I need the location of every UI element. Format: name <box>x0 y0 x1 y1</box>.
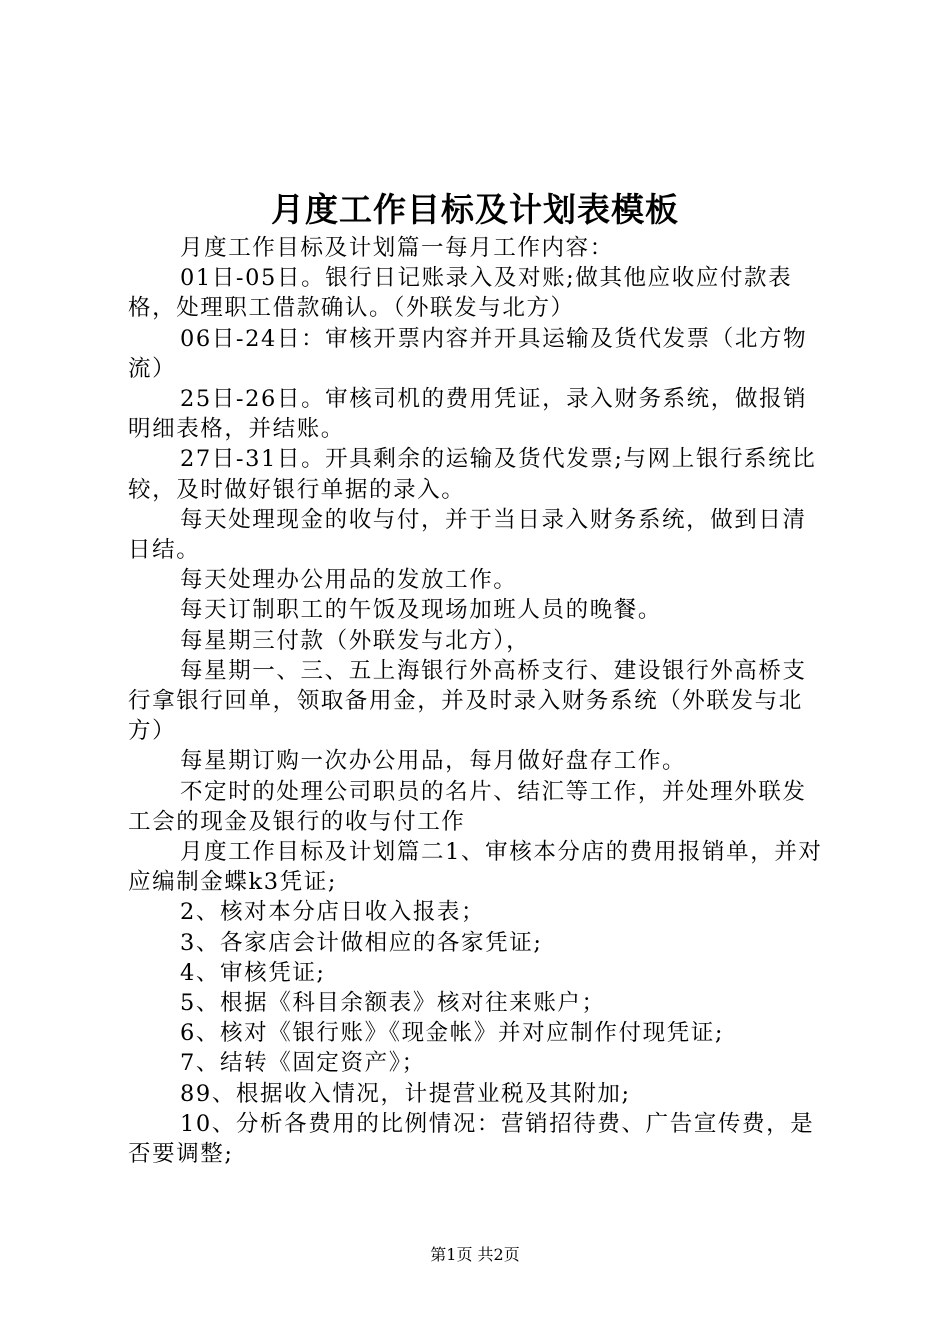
document-title: 月度工作目标及计划表模板 <box>271 190 679 229</box>
paragraph: 每天处理办公用品的发放工作。 <box>180 567 518 594</box>
list-item: 5、根据《科目余额表》核对往来账户； <box>180 990 606 1017</box>
paragraph: 27日-31日。开具剩余的运输及货代发票;与网上银行系统比较，及时做好银行单据的录入。 <box>128 446 817 503</box>
paragraph: 每星期订购一次办公用品，每月做好盘存工作。 <box>180 748 687 775</box>
list-item: 4、审核凭证; <box>180 959 326 986</box>
paragraph: 25日-26日。审核司机的费用凭证，录入财务系统，做报销明细表格，并结账。 <box>128 386 808 443</box>
list-item: 10、分析各费用的比例情况：营销招待费、广告宣传费，是否要调整; <box>128 1110 815 1168</box>
list-item: 2、核对本分店日收入报表； <box>180 899 486 926</box>
paragraph: 每天订制职工的午饭及现场加班人员的晚餐。 <box>180 597 663 624</box>
list-item: 6、核对《银行账》《现金帐》并对应制作付现凭证; <box>180 1020 725 1047</box>
paragraph: 月度工作目标及计划篇二1、审核本分店的费用报销单，并对应编制金蝶k3凭证; <box>128 839 823 896</box>
list-item: 7、结转《固定资产》； <box>180 1050 426 1077</box>
paragraph: 月度工作目标及计划篇一每月工作内容： <box>180 235 614 261</box>
paragraph: 06日-24日：审核开票内容并开具运输及货代发票（北方物流） <box>128 325 808 382</box>
paragraph: 每天处理现金的收与付，并于当日录入财务系统，做到日清日结。 <box>128 506 807 564</box>
list-item: 89、根据收入情况，计提营业税及其附加; <box>180 1080 631 1107</box>
paragraph: 每星期一、三、五上海银行外高桥支行、建设银行外高桥支行拿银行回单，领取备用金，并及时录入财务系统（外联发与北方） <box>128 657 807 745</box>
paragraph: 每星期三付款（外联发与北方）， <box>180 627 531 654</box>
list-item: 3、各家店会计做相应的各家凭证; <box>180 929 543 956</box>
paragraph: 01日-05日。银行日记账录入及对账;做其他应收应付款表格，处理职工借款确认。（外联发与北方） <box>128 265 793 322</box>
document-body <box>128 233 828 1169</box>
page-footer: 第1页 共2页 <box>430 1245 520 1264</box>
paragraph: 不定时的处理公司职员的名片、结汇等工作，并处理外联发工会的现金及银行的收与付工作 <box>128 778 807 835</box>
